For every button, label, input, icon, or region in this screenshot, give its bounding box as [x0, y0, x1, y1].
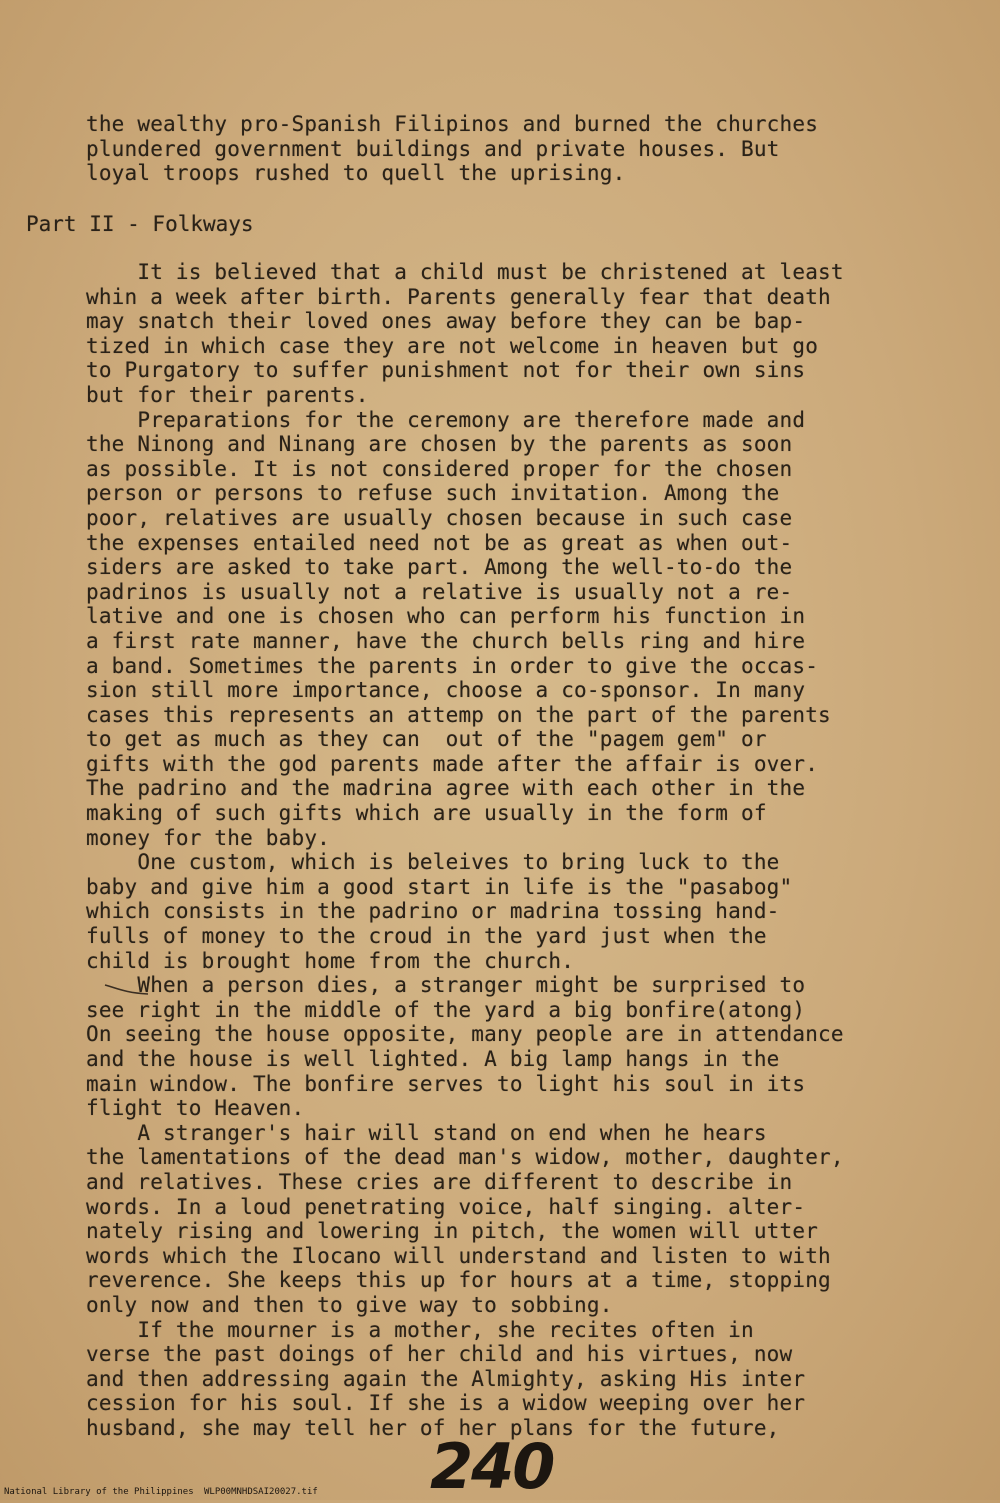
- text-line: only now and then to give way to sobbing.: [86, 1292, 613, 1317]
- text-line: lative and one is chosen who can perform his function in: [86, 604, 806, 629]
- text-line: tized in which case they are not welcome in heaven but go: [86, 333, 819, 358]
- text-line: baby and give him a good start in life is the "pasabog": [86, 874, 793, 899]
- text-line: cases this represents an attemp on the part of the parents: [86, 702, 831, 727]
- text-line: the wealthy pro-Spanish Filipinos and burned the churches: [86, 112, 819, 136]
- text-line: On seeing the house opposite, many people are in attendance: [86, 1022, 844, 1047]
- footer-library-credit: National Library of the Philippines: [4, 1487, 194, 1497]
- footer-file-name: WLP00MNHDSAI20027.tif: [204, 1487, 318, 1497]
- page-number: 240: [430, 1430, 554, 1503]
- text-line: verse the past doings of her child and his virtues, now: [86, 1342, 793, 1367]
- text-line: When a person dies, a stranger might be surprised to: [86, 973, 806, 998]
- text-line: plundered government buildings and private houses. But: [86, 136, 780, 161]
- text-line: to get as much as they can out of the "pagem gem" or: [86, 727, 767, 752]
- text-line: which consists in the padrino or madrina tossing hand-: [86, 899, 780, 924]
- text-line: making of such gifts which are usually in the form of: [86, 801, 767, 826]
- text-line: may snatch their loved ones away before they can be bap-: [86, 309, 806, 334]
- text-line: siders are asked to take part. Among the well-to-do the: [86, 555, 793, 580]
- section-heading: Part II - Folkways: [26, 212, 254, 236]
- text-line: main window. The bonfire serves to light his soul in its: [86, 1071, 806, 1096]
- text-line: cession for his soul. If she is a widow weeping over her: [86, 1391, 806, 1416]
- text-line: padrinos is usually not a relative is usually not a re-: [86, 579, 793, 604]
- text-line: a first rate manner, have the church bells ring and hire: [86, 628, 806, 653]
- text-line: the lamentations of the dead man's widow, mother, daughter,: [86, 1145, 844, 1170]
- text-line: a band. Sometimes the parents in order to give the occas-: [86, 653, 819, 678]
- text-line: to Purgatory to suffer punishment not for their own sins: [86, 358, 806, 383]
- text-line: If the mourner is a mother, she recites often in: [86, 1317, 754, 1342]
- text-line: the Ninong and Ninang are chosen by the parents as soon: [86, 432, 793, 457]
- text-line: child is brought home from the church.: [86, 948, 575, 973]
- text-line: Preparations for the ceremony are therefore made and: [86, 407, 806, 432]
- text-line: sion still more importance, choose a co-sponsor. In many: [86, 678, 806, 703]
- text-line: flight to Heaven.: [86, 1096, 305, 1121]
- text-line: see right in the middle of the yard a big bonfire(atong): [86, 997, 806, 1022]
- text-line: It is believed that a child must be christened at least: [86, 260, 844, 284]
- text-line: person or persons to refuse such invitation. Among the: [86, 481, 780, 506]
- text-line: nately rising and lowering in pitch, the women will utter: [86, 1219, 819, 1244]
- text-line: and the house is well lighted. A big lamp hangs in the: [86, 1047, 780, 1071]
- text-line: words which the Ilocano will understand and listen to with: [86, 1243, 831, 1268]
- text-line: the expenses entailed need not be as great as when out-: [86, 530, 793, 555]
- text-line: fulls of money to the croud in the yard just when the: [86, 924, 767, 949]
- text-line: poor, relatives are usually chosen because in such case: [86, 505, 793, 530]
- folkways-body-text: [86, 260, 844, 1441]
- text-line: reverence. She keeps this up for hours at a time, stopping: [86, 1268, 831, 1293]
- text-line: One custom, which is beleives to bring luck to the: [86, 850, 780, 875]
- text-line: but for their parents.: [86, 382, 369, 407]
- text-line: whin a week after birth. Parents generally fear that death: [86, 284, 831, 309]
- text-line: loyal troops rushed to quell the uprising.: [86, 161, 626, 186]
- text-line: A stranger's hair will stand on end when he hears: [86, 1120, 767, 1145]
- text-line: words. In a loud penetrating voice, half singing. alter-: [86, 1194, 806, 1219]
- text-line: and then addressing again the Almighty, asking His inter: [86, 1366, 806, 1391]
- text-line: as possible. It is not considered proper for the chosen: [86, 456, 793, 481]
- text-line: and relatives. These cries are different to describe in: [86, 1169, 793, 1194]
- continuation-paragraph: [86, 112, 818, 186]
- text-line: husband, she may tell her of her plans for the future,: [86, 1415, 780, 1440]
- text-line: gifts with the god parents made after the affair is over.: [86, 751, 819, 776]
- text-line: The padrino and the madrina agree with each other in the: [86, 776, 806, 801]
- text-line: money for the baby.: [86, 825, 331, 850]
